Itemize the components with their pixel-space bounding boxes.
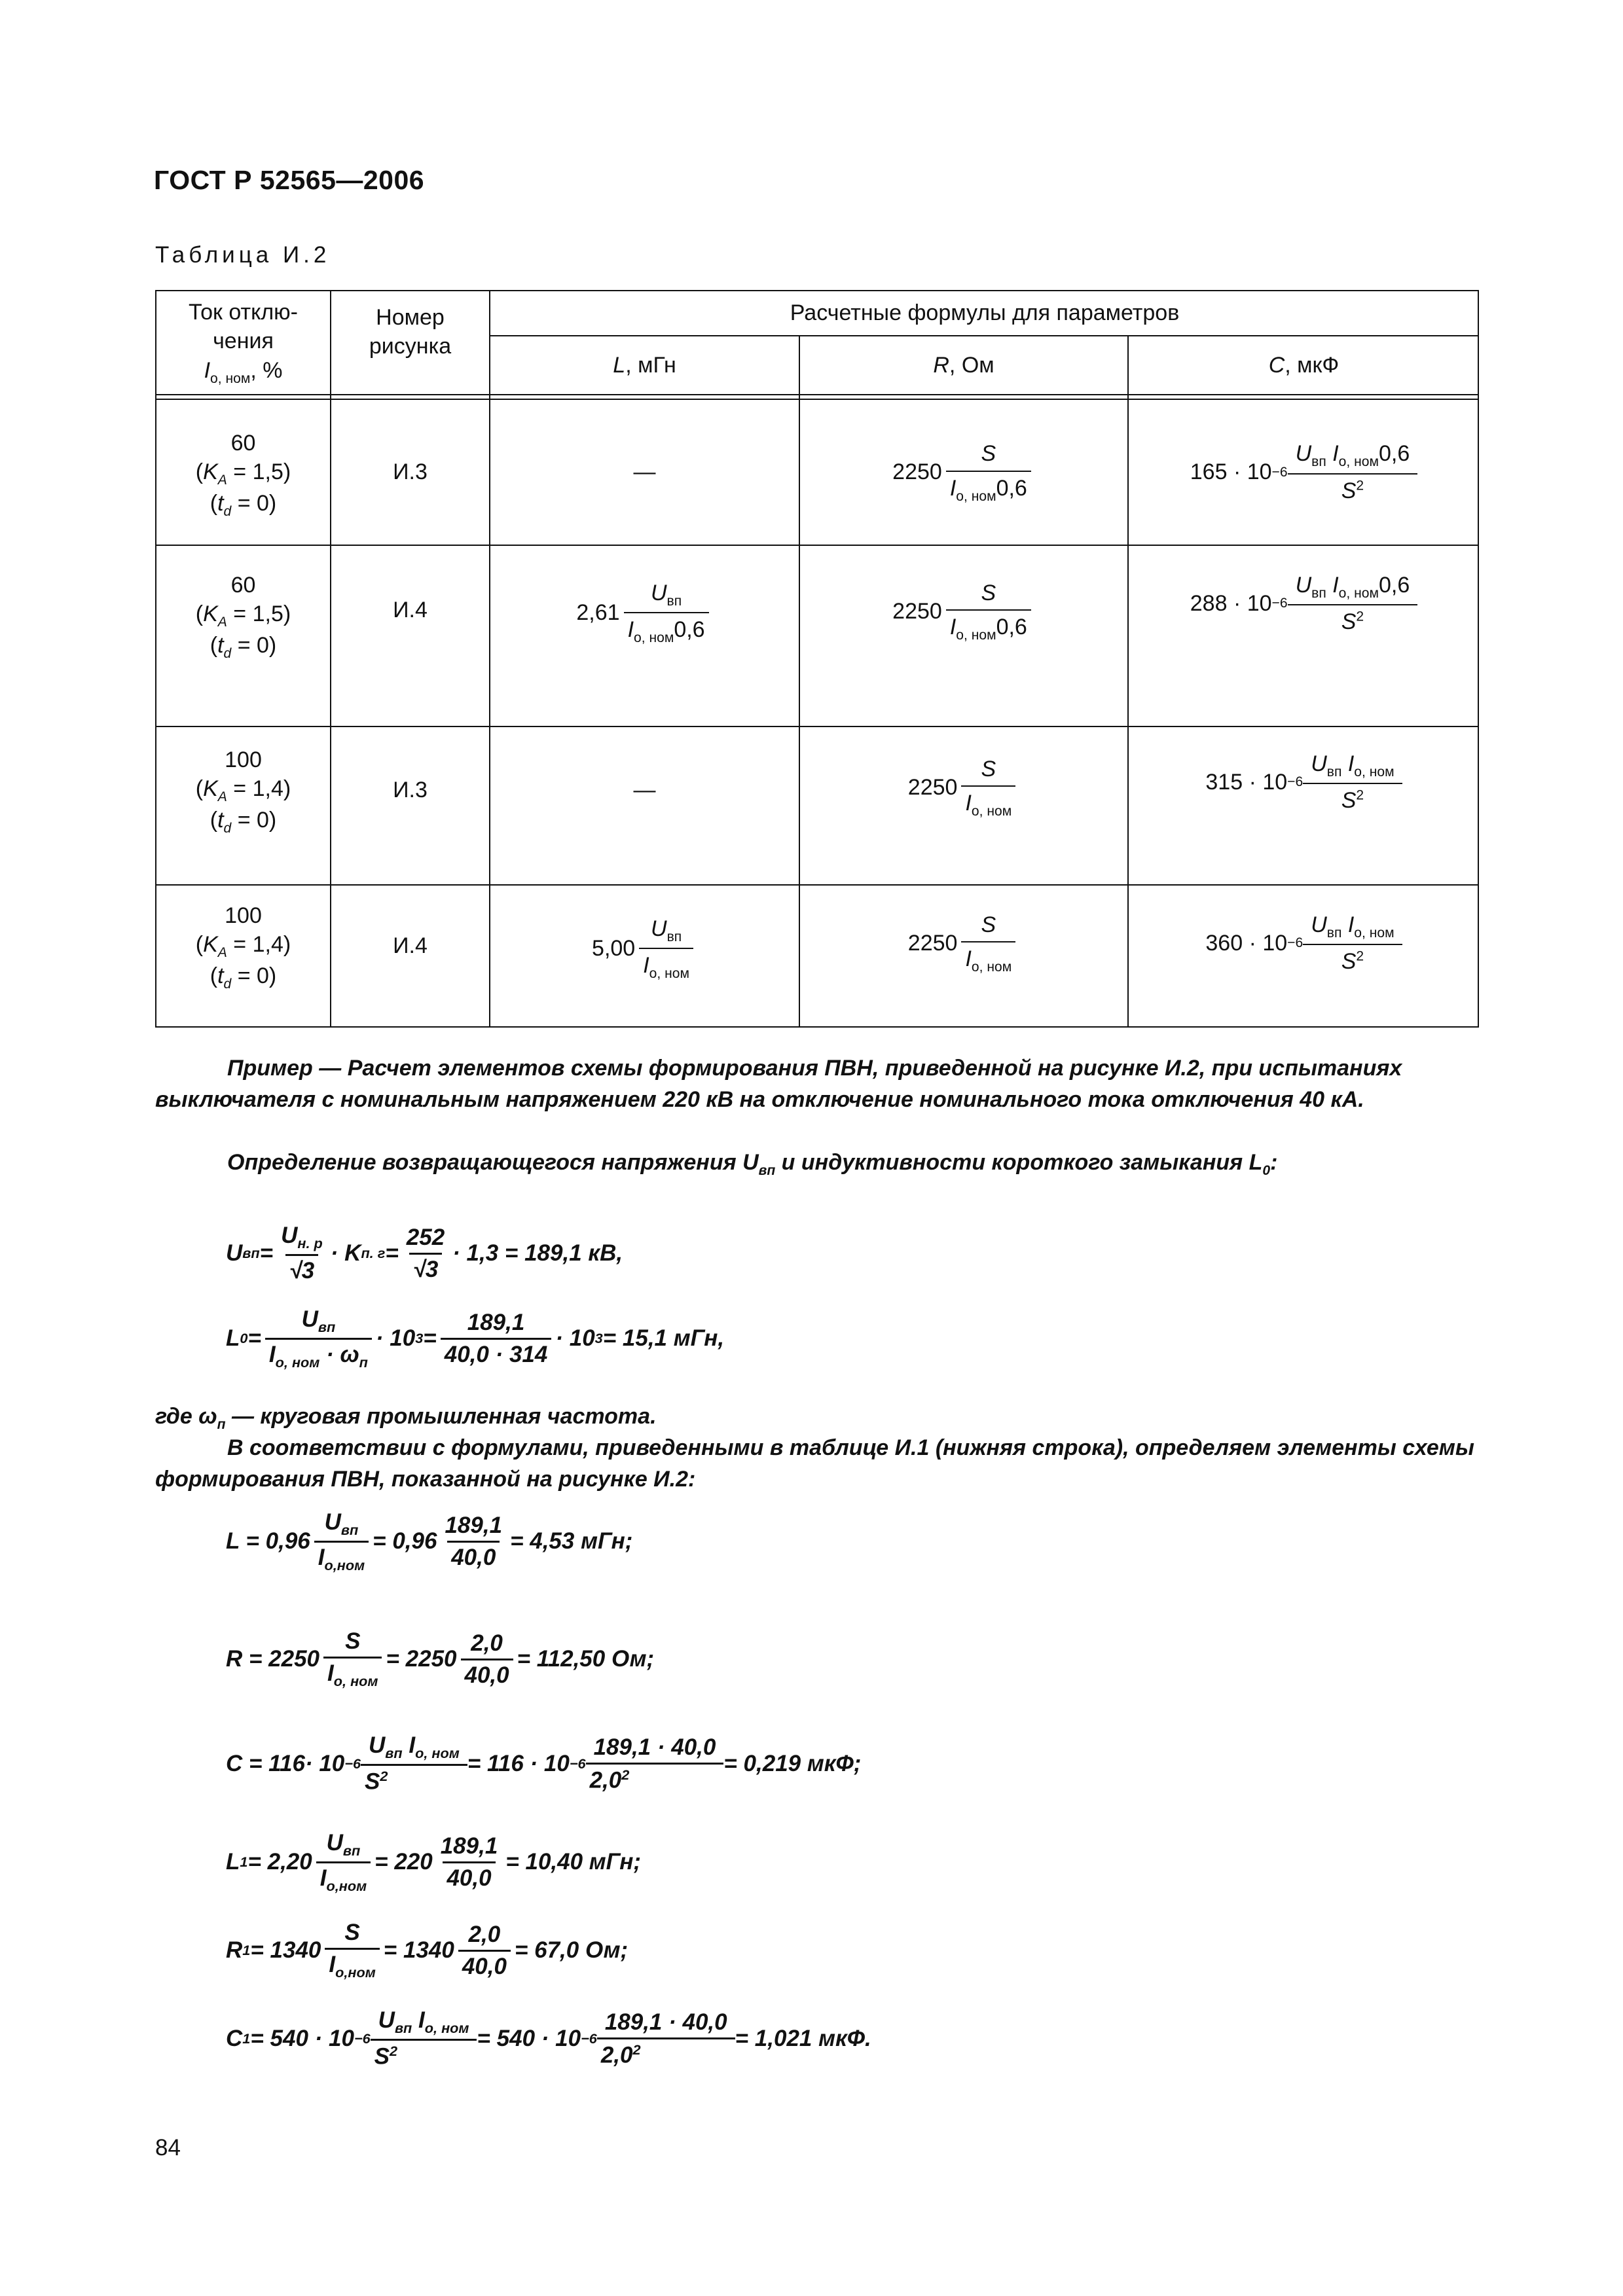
eq-text: = 220 xyxy=(374,1849,433,1874)
cell-text: A xyxy=(217,614,227,630)
fraction-numerator: U xyxy=(1295,573,1312,598)
fraction xyxy=(437,1833,502,1892)
cell-text: t xyxy=(217,633,224,658)
header-text: о, ном xyxy=(210,370,251,386)
formula-exp: −6 xyxy=(1287,935,1304,951)
eq-text: R xyxy=(226,1937,243,1963)
fraction-numerator: 189,1 xyxy=(467,1309,525,1335)
fraction xyxy=(961,910,1015,976)
eq-text: = 0,96 xyxy=(373,1528,437,1554)
fraction-denominator: 2 xyxy=(1356,787,1364,803)
cell-text: = 0) xyxy=(231,491,277,516)
table-row-2-r xyxy=(800,546,1127,726)
fraction-denominator: 40,0 xyxy=(447,1541,500,1571)
eq-text: 1 xyxy=(242,1942,251,1958)
fraction-denominator: 40,0 xyxy=(443,1861,495,1892)
table-row-4-figure: И.4 xyxy=(393,933,428,958)
cell-text: = 0) xyxy=(231,963,277,989)
header-c xyxy=(1129,336,1479,394)
equation-u-vp xyxy=(226,1217,623,1289)
fraction-denominator: I xyxy=(949,615,957,640)
eq-text: L xyxy=(226,1325,240,1351)
page-number: 84 xyxy=(155,2135,181,2161)
fraction-numerator: I xyxy=(418,2007,425,2034)
fraction-numerator: I xyxy=(1347,912,1355,937)
fraction-numerator: 2,0 xyxy=(468,1921,501,1947)
fraction-denominator: √3 xyxy=(409,1253,443,1283)
equation-c1 xyxy=(226,2000,871,2078)
fraction-numerator: 189,1 xyxy=(445,1512,503,1538)
cell-text: A xyxy=(217,472,227,488)
header-text: , Ом xyxy=(949,352,994,378)
example-paragraph: Пример — Расчет элементов схемы формирования ПВН, приведенной на рисунке И.2, при испытаниях выключателя с номинальным напряжением 220 кВ на отключение номинального тока отключения 40 кА. xyxy=(155,1056,1402,1112)
fraction-numerator: U xyxy=(1295,441,1312,467)
eq-text: 1 xyxy=(240,1854,248,1870)
table-row-2-c xyxy=(1129,546,1479,726)
header-r xyxy=(800,336,1127,394)
cell-text: t xyxy=(217,491,224,516)
fraction xyxy=(277,1223,327,1284)
fraction-denominator: I xyxy=(268,1341,276,1367)
fraction-numerator: U xyxy=(301,1306,318,1332)
cell-text: d xyxy=(223,504,232,520)
fraction xyxy=(946,579,1031,644)
formula-coef: 5,00 xyxy=(592,936,636,961)
fraction-numerator: U xyxy=(651,916,667,941)
cell-text: d xyxy=(223,646,232,662)
table-row-3-c xyxy=(1129,727,1479,884)
equation-c xyxy=(226,1728,861,1800)
table-row-3-current: 100 $(K_A = 1,4)$ $(t_d = 0)$ xyxy=(156,727,330,884)
eq-text: = 1,021 мкФ. xyxy=(735,2026,871,2051)
fraction-numerator: о, ном xyxy=(1338,585,1379,601)
eq-text: = 2,20 xyxy=(247,1849,312,1874)
fraction-numerator: вп xyxy=(318,1318,336,1335)
table-hline xyxy=(156,394,1479,395)
eq-text: = 116 · 10 xyxy=(467,1751,570,1776)
fraction-numerator: I xyxy=(409,1732,416,1759)
fraction-numerator: 189,1 · 40,0 xyxy=(604,2009,727,2035)
fraction-numerator: вп xyxy=(394,2020,412,2037)
eq-text: = 540 · 10 xyxy=(477,2026,581,2051)
fraction-denominator: S xyxy=(1341,949,1357,975)
eq-text: · 10 xyxy=(555,1325,595,1351)
fraction-numerator: S xyxy=(981,581,996,605)
fraction xyxy=(946,439,1031,505)
table-row-2-l xyxy=(490,546,799,726)
fraction xyxy=(1292,571,1414,636)
fraction xyxy=(316,1830,371,1895)
fraction xyxy=(325,1920,379,1981)
fraction-numerator: о, ном xyxy=(1338,454,1379,470)
fraction xyxy=(314,1509,369,1574)
fraction-numerator: вп xyxy=(1326,925,1342,941)
fraction-denominator: 2 xyxy=(1356,609,1364,624)
eq-text: п. г xyxy=(361,1245,386,1261)
fraction-denominator: 2 xyxy=(1356,948,1364,964)
eq-text: = 0,219 мкФ; xyxy=(723,1751,862,1776)
fraction-numerator: U xyxy=(378,2007,395,2034)
formula-coef: 2250 xyxy=(907,775,958,800)
fraction xyxy=(1292,439,1414,505)
equation-r xyxy=(226,1623,654,1695)
fraction-denominator: о, ном xyxy=(956,627,996,643)
table-row-4-c xyxy=(1129,886,1479,1026)
cell-text: d xyxy=(223,977,232,992)
eq-text: R = 2250 xyxy=(226,1646,320,1672)
fraction-numerator: о, ном xyxy=(424,2020,469,2037)
cell-text: = 0) xyxy=(231,633,277,658)
fraction-numerator: 189,1 xyxy=(440,1833,498,1859)
eq-text: C = 116· 10 xyxy=(226,1751,345,1776)
fraction-denominator: 2,0 xyxy=(600,2042,633,2068)
cell-text: = 0) xyxy=(231,808,277,833)
cell-text: A xyxy=(217,944,227,960)
table-row-1-l: — xyxy=(633,459,656,485)
table-row-1-c xyxy=(1129,400,1479,545)
cell-text: t xyxy=(217,963,224,989)
fraction-denominator: 40,0 xyxy=(461,1659,513,1689)
fraction-numerator: 189,1 · 40,0 xyxy=(593,1734,716,1760)
paragraph-text: Определение возвращающегося напряжения U xyxy=(227,1150,759,1175)
fraction-numerator: U xyxy=(650,581,667,605)
eq-text: = xyxy=(259,1240,274,1266)
cell-text: A xyxy=(217,789,227,804)
equation-r1 xyxy=(226,1914,628,1986)
table-caption: Таблица И.2 xyxy=(155,242,331,268)
paragraph-text: — круговая промышленная частота. xyxy=(225,1404,657,1429)
fraction-numerator: S xyxy=(344,1920,360,1945)
eq-text: U xyxy=(226,1240,243,1266)
fraction-numerator: о, ном xyxy=(415,1745,460,1762)
fraction xyxy=(1307,910,1398,976)
fraction-numerator: U xyxy=(326,1829,343,1856)
formula-coef: 2250 xyxy=(892,599,942,624)
table-row-1-r xyxy=(800,400,1127,545)
eq-text: = xyxy=(247,1325,261,1351)
fraction-numerator: I xyxy=(1332,573,1339,598)
paragraph-text: где ω xyxy=(155,1404,217,1429)
document-header: ГОСТ Р 52565—2006 xyxy=(154,165,425,195)
fraction-denominator: S xyxy=(1341,609,1357,635)
eq-text: −6 xyxy=(354,2030,371,2047)
cell-text: = 1,4) xyxy=(227,932,291,958)
fraction-denominator: о,ном xyxy=(326,1877,367,1894)
fraction xyxy=(624,579,709,647)
fraction-denominator: I xyxy=(318,1544,325,1570)
fraction xyxy=(639,914,693,982)
table-row-3-figure: И.3 xyxy=(393,778,428,802)
fraction-numerator: вп xyxy=(385,1745,403,1762)
table-row-4-r xyxy=(800,886,1127,1026)
fraction-numerator: вп xyxy=(666,929,682,944)
table-row-2-current: 60 $(K_A = 1,5)$ $(t_d = 0)$ xyxy=(156,546,330,726)
header-text: рисунка xyxy=(369,334,452,359)
fraction-numerator: вп xyxy=(342,1842,361,1859)
table-row-1-figure: И.3 xyxy=(393,459,428,485)
eq-text: −6 xyxy=(344,1755,361,1772)
cell-text: K xyxy=(203,932,218,958)
fraction-numerator: U xyxy=(369,1732,386,1759)
header-text: C xyxy=(1268,352,1285,378)
eq-text: · 10 xyxy=(375,1325,416,1351)
table-row-3-l: — xyxy=(633,778,656,802)
eq-text: = xyxy=(423,1325,437,1351)
eq-text: = 112,50 Ом; xyxy=(517,1646,655,1672)
eq-text: = 540 · 10 xyxy=(250,2026,354,2051)
paragraph-text: 0 xyxy=(1262,1162,1271,1178)
fraction-numerator: вп xyxy=(340,1521,359,1538)
fraction-denominator: I xyxy=(965,791,972,816)
fraction-denominator: 2 xyxy=(632,2041,641,2058)
definition-paragraph xyxy=(227,1147,1484,1187)
header-text: I xyxy=(204,357,211,383)
paragraph-text: : xyxy=(1270,1150,1278,1175)
eq-text: = 4,53 мГн; xyxy=(510,1528,633,1554)
eq-text: · 1,3 = 189,1 кВ, xyxy=(452,1240,623,1266)
cell-text: = 1,4) xyxy=(227,776,291,802)
fraction xyxy=(441,1513,506,1571)
cell-text: 100 xyxy=(225,903,262,928)
fraction-denominator: о, ном xyxy=(333,1673,378,1689)
fraction-numerator: U xyxy=(324,1509,341,1535)
fraction-denominator: 0,6 xyxy=(674,617,705,643)
header-text: чения xyxy=(213,329,274,354)
eq-text: 3 xyxy=(415,1330,424,1346)
header-text: Ток отклю- xyxy=(189,300,298,325)
fraction-denominator: 2 xyxy=(390,2043,398,2060)
fraction-denominator: о, ном xyxy=(971,959,1012,975)
fraction-denominator: п xyxy=(359,1354,368,1371)
fraction xyxy=(461,1630,513,1689)
fraction xyxy=(441,1310,552,1368)
header-text: L xyxy=(613,352,626,378)
header-text: , мГн xyxy=(625,352,676,378)
eq-text: L = 0,96 xyxy=(226,1528,310,1554)
fraction xyxy=(458,1922,511,1980)
eq-text: · K xyxy=(330,1240,361,1266)
cell-text: d xyxy=(223,821,232,836)
fraction-denominator: S xyxy=(1341,478,1357,503)
fraction-denominator: 2 xyxy=(1356,478,1364,493)
fraction-denominator: о, ном xyxy=(634,630,674,645)
fraction-numerator: I xyxy=(1332,441,1339,467)
fraction-denominator: 2,0 xyxy=(589,1767,622,1793)
paragraph-text: вп xyxy=(758,1162,776,1178)
fraction-denominator: S xyxy=(1341,788,1357,814)
fraction xyxy=(265,1306,372,1371)
fraction-denominator: I xyxy=(327,1660,334,1686)
formula-coef: 2250 xyxy=(907,931,958,956)
eq-text: = 67,0 Ом; xyxy=(514,1937,629,1963)
fraction-numerator: о, ном xyxy=(1354,764,1395,780)
cell-text: 60 xyxy=(230,573,256,598)
eq-text: = 1340 xyxy=(250,1937,321,1963)
cell-text: t xyxy=(217,808,224,833)
formula-coef: 360 · 10 xyxy=(1205,931,1288,956)
eq-text: = xyxy=(385,1240,399,1266)
cell-text: = 1,5) xyxy=(227,601,291,627)
fraction-numerator: 0,6 xyxy=(1378,441,1410,467)
fraction-denominator: о, ном xyxy=(649,965,689,981)
header-formulas-group: Расчетные формулы для параметров xyxy=(790,300,1180,326)
paragraph-text: и индуктивности короткого замыкания L xyxy=(775,1150,1263,1175)
fraction-denominator: о,ном xyxy=(324,1556,365,1573)
fraction-denominator: S xyxy=(374,2043,390,2070)
equation-l1 xyxy=(226,1826,641,1898)
header-text: , мкФ xyxy=(1285,352,1340,378)
eq-text: −6 xyxy=(581,2030,597,2047)
fraction xyxy=(961,755,1015,820)
fraction-denominator: I xyxy=(627,617,634,643)
cell-text: 100 xyxy=(225,747,262,772)
eq-text: = 1340 xyxy=(383,1937,454,1963)
formula-coef: 315 · 10 xyxy=(1205,770,1288,795)
eq-text: вп xyxy=(242,1245,260,1261)
equation-l xyxy=(226,1505,632,1577)
formula-exp: −6 xyxy=(1271,596,1288,611)
fraction xyxy=(1307,749,1398,815)
cell-text: K xyxy=(203,776,218,802)
table-row-4-current: 100 $(K_A = 1,4)$ $(t_d = 0)$ xyxy=(156,886,330,1026)
table-row-4-l xyxy=(490,886,799,1026)
fraction-numerator: U xyxy=(281,1223,298,1248)
cell-text: K xyxy=(203,601,218,627)
fraction-denominator: 0,6 xyxy=(996,475,1027,501)
formula-exp: −6 xyxy=(1271,464,1288,480)
fraction-denominator: 2 xyxy=(380,1768,388,1785)
eq-text: = 15,1 мГн, xyxy=(602,1325,725,1351)
fraction-numerator: н. р xyxy=(297,1235,323,1251)
cell-text: = 1,5) xyxy=(227,459,291,485)
eq-text: −6 xyxy=(569,1755,586,1772)
fraction-numerator: 252 xyxy=(406,1224,445,1250)
formula-coef: 288 · 10 xyxy=(1190,591,1272,617)
fraction-denominator: о,ном xyxy=(335,1964,376,1981)
cell-text: 60 xyxy=(230,431,256,456)
fraction-denominator: I xyxy=(329,1952,336,1977)
fraction-denominator: · ω xyxy=(319,1341,359,1367)
fraction-denominator: I xyxy=(319,1865,327,1891)
table-row-3-r xyxy=(800,727,1127,884)
fraction-denominator: 40,0 · 314 xyxy=(441,1338,552,1368)
fraction-numerator: U xyxy=(1311,751,1327,776)
eq-text: 3 xyxy=(594,1330,603,1346)
formula-coef: 2250 xyxy=(892,459,942,485)
eq-text: L xyxy=(226,1849,240,1874)
fraction-numerator: 0,6 xyxy=(1378,573,1410,598)
fraction xyxy=(374,2007,473,2070)
fraction-numerator: U xyxy=(1311,912,1327,937)
fraction xyxy=(601,2009,731,2069)
fraction-denominator: S xyxy=(365,1768,380,1795)
fraction-denominator: о, ном xyxy=(956,488,996,504)
fraction-denominator: 2 xyxy=(621,1766,630,1783)
formula-exp: −6 xyxy=(1287,774,1304,790)
header-text: , % xyxy=(250,357,283,383)
header-figure xyxy=(331,291,489,394)
fraction-denominator: о, ном xyxy=(971,803,1012,819)
cell-text: K xyxy=(203,459,218,485)
formula-table xyxy=(155,290,1479,1028)
fraction-numerator: вп xyxy=(1326,764,1342,780)
fraction-numerator: S xyxy=(981,757,996,781)
fraction xyxy=(365,1732,464,1795)
formula-coef: 2,61 xyxy=(576,600,620,626)
eq-text: = 10,40 мГн; xyxy=(505,1849,642,1874)
fraction-numerator: S xyxy=(345,1628,361,1654)
fraction xyxy=(403,1225,448,1283)
header-current xyxy=(156,291,330,394)
formula-coef: 165 · 10 xyxy=(1190,459,1272,485)
fraction-denominator: I xyxy=(949,475,957,501)
header-text: Номер xyxy=(376,305,445,330)
fraction-denominator: I xyxy=(643,953,649,978)
header-l xyxy=(490,336,799,394)
fraction-numerator: 2,0 xyxy=(471,1630,503,1656)
table-row-1-current: 60 $(K_A = 1,5)$ $(t_d = 0)$ xyxy=(156,400,330,545)
eq-text: = 2250 xyxy=(386,1646,457,1672)
fraction-numerator: I xyxy=(1347,751,1355,776)
fraction-numerator: вп xyxy=(666,593,682,609)
fraction-denominator: о, ном xyxy=(275,1354,320,1371)
correspondence-paragraph: В соответствии с формулами, приведенными в таблице И.1 (нижняя строка), определяем элементы схемы формирования ПВН, показанной на рисунке И.2: xyxy=(155,1435,1474,1492)
fraction-numerator: вп xyxy=(1311,585,1326,601)
paragraph-text: п xyxy=(217,1416,226,1432)
fraction xyxy=(590,1734,720,1794)
equation-l0 xyxy=(226,1302,724,1374)
fraction-denominator: 40,0 xyxy=(458,1950,511,1980)
fraction-denominator: I xyxy=(965,946,972,972)
fraction-denominator: √3 xyxy=(285,1254,319,1284)
fraction-numerator: о, ном xyxy=(1354,925,1395,941)
fraction-numerator: S xyxy=(981,441,996,467)
fraction xyxy=(323,1628,382,1690)
fraction-numerator: вп xyxy=(1311,454,1326,470)
fraction-denominator: 0,6 xyxy=(996,615,1027,640)
eq-text: 0 xyxy=(240,1330,248,1346)
eq-text: 1 xyxy=(242,2030,251,2047)
fraction-numerator: S xyxy=(981,912,996,937)
table-row-2-figure: И.4 xyxy=(393,598,428,622)
eq-text: C xyxy=(226,2026,243,2051)
header-text: R xyxy=(933,352,949,378)
